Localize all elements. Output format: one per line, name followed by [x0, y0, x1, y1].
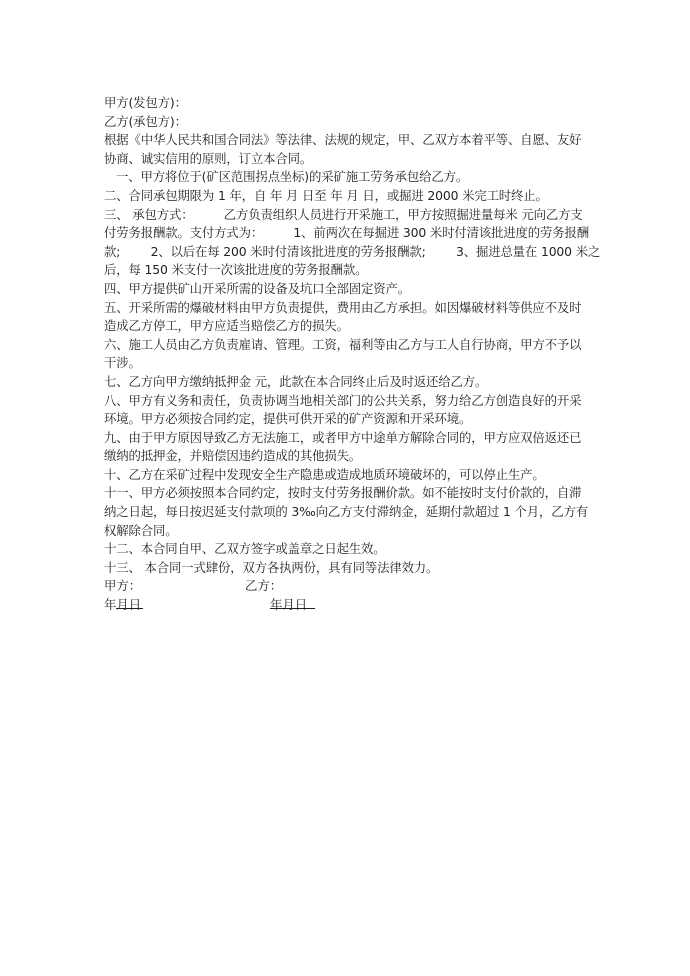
- preamble-line-2: 协商、诚实信用的原则，订立本合同。: [104, 150, 313, 166]
- clause-3-line-1: 三、 承包方式： 乙方负责组织人员进行开采施工，甲方按照掘进量每米 元向乙方支: [104, 206, 583, 222]
- clause-6-line-2: 干涉。: [104, 355, 141, 371]
- clause-11-line-2: 纳之日起，每日按迟延支付款项的 3‰向乙方支付滞纳金，延期付款超过 1 个月，乙方有: [104, 504, 588, 520]
- clause-5-line-2: 造成乙方停工，甲方应适当赔偿乙方的损失。: [104, 318, 349, 334]
- blank-day-a: [129, 596, 143, 609]
- signature-parties-row: [104, 577, 590, 596]
- signature-party-b: 乙方：: [245, 578, 283, 594]
- clause-12: 十二、本合同自甲、乙双方签字或盖章之日起生效。: [104, 541, 386, 557]
- clause-11-line-1: 十一、甲方必须按照本合同约定，按时支付劳务报酬价款。如不能按时支付价款的，自滞: [104, 485, 582, 501]
- clause-5-line-1: 五、开采所需的爆破材料由甲方负责提供，费用由乙方承担。如因爆破材料等供应不及时: [104, 299, 582, 315]
- signature-party-a: 甲方：: [104, 578, 142, 594]
- clause-9-line-2: 缴纳的抵押金，并赔偿因违约造成的其他损失。: [104, 448, 362, 464]
- blank-day-b: [295, 596, 315, 609]
- clause-3-line-2: 付劳务报酬款。支付方式为： 1、前两次在每掘进 300 米时付清该批进度的劳务报酬: [104, 225, 590, 241]
- contract-document: [104, 94, 601, 615]
- clause-6-line-1: 六、施工人员由乙方负责雇请、管理。工资，福利等由乙方与工人自行协商，甲方不予以: [104, 336, 582, 352]
- clause-2: 二、合同承包期限为 1 年，自 年 月 日至 年 月 日，或掘进 2000 米完工时终止。: [104, 187, 548, 203]
- clause-11-line-3: 权解除合同。: [104, 522, 178, 538]
- clause-3-line-4: 后，每 150 米支付一次该批进度的劳务报酬款。: [104, 262, 368, 278]
- party-b-label: 乙方(承包方)：: [104, 113, 187, 129]
- signature-date-b: 年 月 日: [270, 596, 307, 615]
- clause-10: 十、乙方在采矿过程中发现安全生产隐患或造成地质环境破坏的，可以停止生产。: [104, 466, 545, 482]
- clause-8-line-1: 八、甲方有义务和责任，负责协调当地相关部门的公共关系，努力给乙方创造良好的开采: [104, 392, 582, 408]
- signature-dates-row: [104, 596, 590, 615]
- signature-date-a: 年 月 日: [104, 597, 142, 613]
- clause-8-line-2: 环境。甲方必须按合同约定，提供可供开采的矿产资源和开采环境。: [104, 411, 472, 427]
- clause-4: 四、甲方提供矿山开采所需的设备及坑口全部固定资产。: [104, 280, 411, 296]
- clause-1: 一、甲方将位于(矿区范围拐点坐标)的采矿施工劳务承包给乙方。: [116, 169, 469, 185]
- clause-7: 七、乙方向甲方缴纳抵押金 元，此款在本合同终止后及时返还给乙方。: [104, 373, 488, 389]
- clause-13: 十三、 本合同一式肆份，双方各执两份，具有同等法律效力。: [104, 559, 439, 575]
- clause-3-line-3: 款; 2、以后在每 200 米时付清该批进度的劳务报酬款; 3、掘进总量在 1000 米之: [104, 243, 601, 259]
- party-a-label: 甲方(发包方)：: [104, 95, 187, 110]
- preamble-line-1: 根据《中华人民共和国合同法》等法律、法规的规定，甲、乙双方本着平等、自愿、友好: [104, 132, 582, 148]
- clause-9-line-1: 九、由于甲方原因导致乙方无法施工，或者甲方中途单方解除合同的，甲方应双倍返还已: [104, 429, 582, 445]
